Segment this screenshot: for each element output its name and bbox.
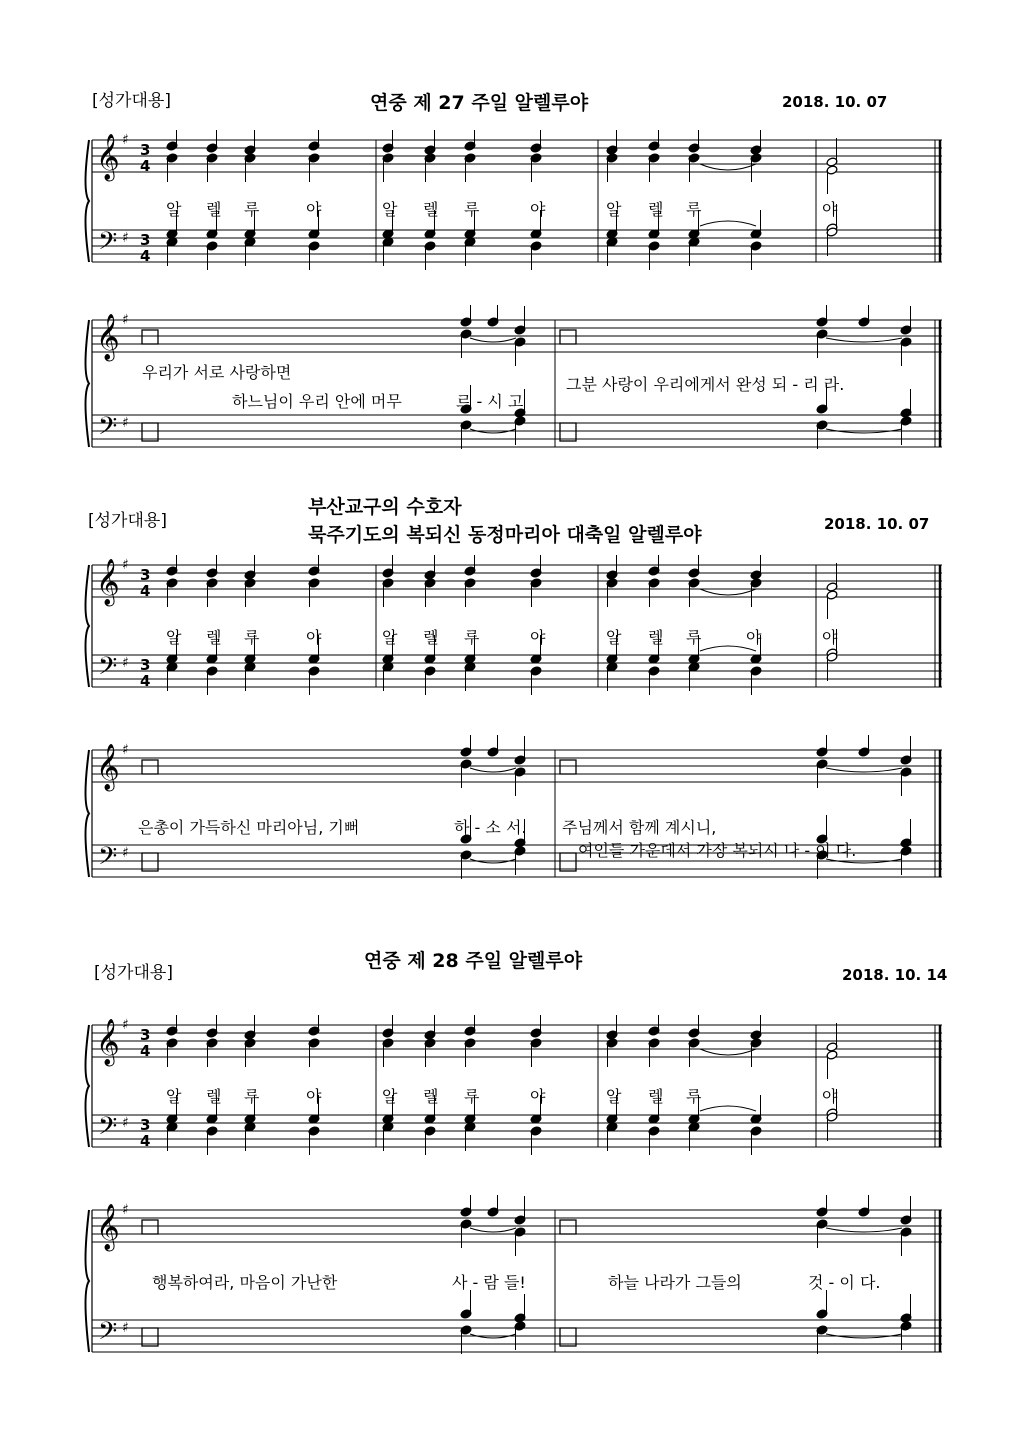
sharp-icon: ♯ <box>122 132 129 148</box>
verse-line: 것 - 이 다. <box>808 1273 881 1292</box>
sharp-icon: ♯ <box>122 742 129 758</box>
section2-date: 2018. 10. 07 <box>824 515 930 533</box>
breve-note <box>560 1328 576 1346</box>
lyric-syllable: 알 <box>166 200 182 219</box>
bass-clef-icon: 𝄢 <box>98 652 118 687</box>
lyric-syllable: 야 <box>306 200 322 219</box>
time-signature-bottom: 4 <box>140 582 151 600</box>
breve-note <box>560 1220 576 1234</box>
treble-clef-icon: 𝄞 <box>96 134 120 180</box>
lyric-syllable: 야 <box>530 1087 546 1106</box>
sharp-icon: ♯ <box>122 1115 129 1131</box>
section2-refrain-staff <box>0 555 1024 700</box>
lyric-syllable: 알 <box>606 628 622 647</box>
verse-line: 행복하여라, 마음이 가난한 <box>152 1273 338 1292</box>
time-signature-top: 3 <box>140 656 151 674</box>
section2-title-line2: 묵주기도의 복되신 동정마리아 대축일 알렐루야 <box>308 524 702 546</box>
section1-date: 2018. 10. 07 <box>782 93 888 111</box>
verse-line: 주님께서 함께 계시니, <box>562 818 717 837</box>
treble-clef-icon: 𝄞 <box>96 1204 120 1250</box>
breve-note <box>142 1220 158 1234</box>
treble-clef-icon: 𝄞 <box>96 559 120 605</box>
breve-note <box>142 1328 158 1346</box>
sharp-icon: ♯ <box>122 1320 129 1336</box>
lyric-syllable: 야 <box>306 628 322 647</box>
tie <box>826 1228 902 1232</box>
lyric-syllable: 루 <box>464 200 480 219</box>
lyric-syllable: 야 <box>746 628 762 647</box>
verse-line: 은총이 가득하신 마리아님, 기뻐 <box>138 818 360 837</box>
bass-clef-icon: 𝄢 <box>98 1112 118 1147</box>
sharp-icon: ♯ <box>122 1202 129 1218</box>
breve-note <box>142 760 158 774</box>
lyric-syllable: 야 <box>822 200 838 219</box>
bass-clef-icon: 𝄢 <box>98 1317 118 1352</box>
lyric-syllable: 렐 <box>206 628 222 647</box>
breve-note <box>142 423 158 441</box>
sharp-icon: ♯ <box>122 312 129 328</box>
section3-refrain-staff <box>0 1015 1024 1160</box>
verse-line: 여인들 가운데서 가장 복되시 나 - 이 다. <box>578 841 857 860</box>
lyric-syllable: 알 <box>606 200 622 219</box>
lyric-syllable: 알 <box>166 628 182 647</box>
lyric-syllable: 루 <box>244 200 260 219</box>
tie <box>826 768 902 772</box>
lyric-syllable: 렐 <box>423 200 439 219</box>
treble-clef-icon: 𝄞 <box>96 744 120 790</box>
lyric-syllable: 루 <box>244 628 260 647</box>
section1-title: 연중 제 27 주일 알렐루야 <box>370 92 589 114</box>
time-signature-top: 3 <box>140 1026 151 1044</box>
verse-line: 하늘 나라가 그들의 <box>608 1273 742 1292</box>
verse-line: 하느님이 우리 안에 머무 <box>232 392 402 411</box>
sharp-icon: ♯ <box>122 557 129 573</box>
brace <box>86 750 90 877</box>
tie <box>700 164 756 170</box>
lyric-syllable: 루 <box>686 628 702 647</box>
tie <box>700 1049 756 1055</box>
bass-clef-icon: 𝄢 <box>98 842 118 877</box>
breve-note <box>560 853 576 871</box>
section1-refrain-staff <box>0 130 1024 275</box>
lyric-syllable: 루 <box>464 1087 480 1106</box>
section3-tag: [성가대용] <box>94 963 173 983</box>
section3-title: 연중 제 28 주일 알렐루야 <box>364 950 583 972</box>
lyric-syllable: 알 <box>382 628 398 647</box>
treble-clef-icon: 𝄞 <box>96 314 120 360</box>
time-signature-top: 3 <box>140 566 151 584</box>
section2-title-line1: 부산교구의 수호자 <box>308 496 462 518</box>
tie <box>700 589 756 595</box>
sharp-icon: ♯ <box>122 655 129 671</box>
lyric-syllable: 알 <box>166 1087 182 1106</box>
section2-tag: [성가대용] <box>88 511 167 531</box>
lyric-syllable: 렐 <box>423 1087 439 1106</box>
verse-line: 하 - 소 서. <box>454 818 527 837</box>
bass-clef-icon: 𝄢 <box>98 412 118 447</box>
tie <box>700 221 756 226</box>
lyric-syllable: 알 <box>382 1087 398 1106</box>
lyric-syllable: 루 <box>686 1087 702 1106</box>
lyric-syllable: 렐 <box>423 628 439 647</box>
tie <box>470 338 516 342</box>
breve-note <box>560 423 576 441</box>
lyric-syllable: 렐 <box>206 1087 222 1106</box>
bass-clef-icon: 𝄢 <box>98 227 118 262</box>
lyric-syllable: 렐 <box>206 200 222 219</box>
sharp-icon: ♯ <box>122 230 129 246</box>
breve-note <box>560 330 576 344</box>
sharp-icon: ♯ <box>122 845 129 861</box>
lyric-syllable: 루 <box>244 1087 260 1106</box>
verse-line: 우리가 서로 사랑하면 <box>142 363 292 382</box>
brace <box>86 320 90 447</box>
tie <box>470 1228 516 1232</box>
section3-date: 2018. 10. 14 <box>842 966 948 984</box>
time-signature-bottom: 4 <box>140 672 151 690</box>
time-signature-bottom: 4 <box>140 247 151 265</box>
time-signature-top: 3 <box>140 231 151 249</box>
time-signature-top: 3 <box>140 1116 151 1134</box>
time-signature-top: 3 <box>140 141 151 159</box>
section2-verse-staff <box>0 735 1024 885</box>
section1-tag: [성가대용] <box>92 91 171 111</box>
brace <box>86 1025 90 1147</box>
lyric-syllable: 렐 <box>648 1087 664 1106</box>
time-signature-bottom: 4 <box>140 157 151 175</box>
verse-line: 사 - 람 들! <box>452 1273 526 1292</box>
brace <box>86 140 90 262</box>
verse-line: 그분 사랑이 우리에게서 완성 되 - 리 라. <box>566 375 845 394</box>
lyric-syllable: 야 <box>822 1087 838 1106</box>
lyric-syllable: 루 <box>686 200 702 219</box>
lyric-syllable: 렐 <box>648 200 664 219</box>
tie <box>700 1106 756 1111</box>
tie <box>470 768 516 772</box>
lyric-syllable: 알 <box>382 200 398 219</box>
lyric-syllable: 알 <box>606 1087 622 1106</box>
lyric-syllable: 야 <box>306 1087 322 1106</box>
brace <box>86 1210 90 1352</box>
breve-note <box>560 760 576 774</box>
verse-line: 르 - 시 고 <box>456 392 524 411</box>
lyric-syllable: 야 <box>822 628 838 647</box>
breve-note <box>142 853 158 871</box>
lyric-syllable: 루 <box>464 628 480 647</box>
time-signature-bottom: 4 <box>140 1042 151 1060</box>
lyric-syllable: 야 <box>530 200 546 219</box>
breve-note <box>142 330 158 344</box>
lyric-syllable: 렐 <box>648 628 664 647</box>
sharp-icon: ♯ <box>122 1017 129 1033</box>
brace <box>86 565 90 687</box>
sharp-icon: ♯ <box>122 415 129 431</box>
time-signature-bottom: 4 <box>140 1132 151 1150</box>
lyric-syllable: 야 <box>530 628 546 647</box>
tie <box>826 338 902 342</box>
treble-clef-icon: 𝄞 <box>96 1019 120 1065</box>
